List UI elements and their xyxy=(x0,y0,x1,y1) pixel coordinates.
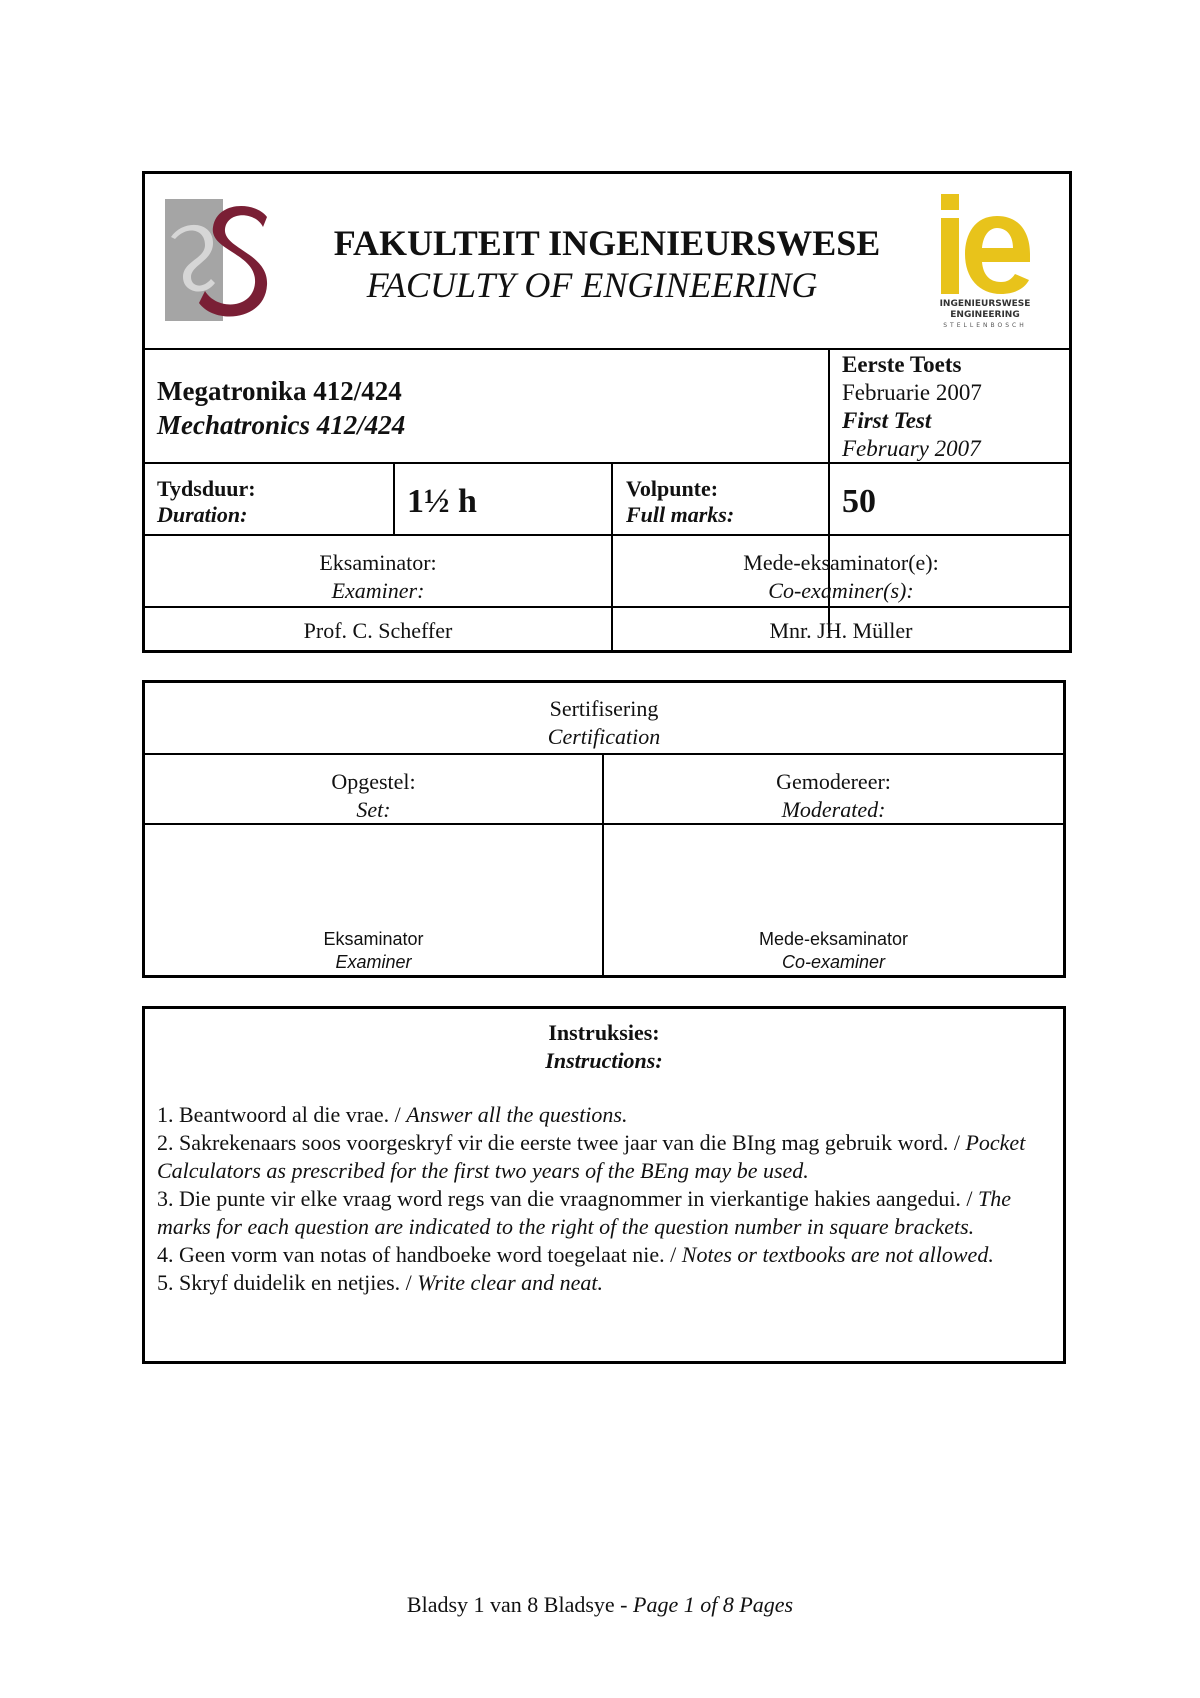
examiner-signature-field xyxy=(145,928,602,974)
moderated-label xyxy=(604,768,1063,824)
instruction-afrikaans: 5. Skryf duidelik en netjies. / xyxy=(157,1270,418,1295)
signature-examiner-english: Examiner xyxy=(335,952,412,972)
test-date-afrikaans: Februarie 2007 xyxy=(842,380,982,405)
exam-header-table xyxy=(142,171,1072,653)
divider xyxy=(611,462,613,534)
course-name-afrikaans: Megatronika 412/424 xyxy=(157,376,402,406)
coexaminer-signature-field xyxy=(604,928,1063,974)
instruction-english: Pocket Calculators as prescribed for the first two years of the BEng may be used. xyxy=(157,1130,1026,1183)
instructions-list xyxy=(157,1101,1052,1297)
signature-coexaminer-english: Co-examiner xyxy=(781,952,886,972)
duration-label-english: Duration: xyxy=(157,502,248,527)
instruction-afrikaans: 4. Geen vorm van notas of handboeke word toegelaat nie. / xyxy=(157,1242,682,1267)
instruction-english: The marks for each question are indicated to the right of the question number in square brackets. xyxy=(157,1186,1012,1239)
faculty-banner xyxy=(145,174,1069,349)
instructions-title-afrikaans: Instruksies: xyxy=(548,1020,660,1045)
footer-english: Page 1 of 8 Pages xyxy=(633,1592,794,1617)
instruction-afrikaans: 1. Beantwoord al die vrae. / xyxy=(157,1102,407,1127)
divider xyxy=(145,823,1063,825)
svg-text:STELLENBOSCH: STELLENBOSCH xyxy=(943,322,1027,329)
coexaminer-label xyxy=(613,549,1069,605)
instruction-item xyxy=(157,1185,1052,1241)
set-label-afrikaans: Opgestel: xyxy=(331,769,416,794)
duration-label xyxy=(157,476,256,528)
moderated-label-afrikaans: Gemodereer: xyxy=(776,769,891,794)
full-marks-label-english: Full marks: xyxy=(626,502,735,527)
coexaminer-label-afrikaans: Mede-eksaminator(e): xyxy=(743,550,939,575)
page-footer xyxy=(0,1592,1200,1618)
coexaminer-label-english: Co-examiner(s): xyxy=(768,578,914,603)
test-title-english: First Test xyxy=(842,408,932,433)
signature-examiner-afrikaans: Eksaminator xyxy=(323,929,424,949)
instruction-english: Write clear and neat. xyxy=(417,1270,604,1295)
certification-title-english: Certification xyxy=(547,724,661,749)
divider xyxy=(145,462,1069,464)
duration-label-afrikaans: Tydsduur: xyxy=(157,476,256,501)
divider xyxy=(145,348,1069,350)
signature-coexaminer-afrikaans: Mede-eksaminator xyxy=(758,929,909,949)
full-marks-value: 50 xyxy=(842,483,876,520)
divider xyxy=(145,606,1069,608)
moderated-label-english: Moderated: xyxy=(781,797,886,822)
footer-afrikaans: Bladsy 1 van 8 Bladsye - xyxy=(406,1592,633,1617)
instruction-afrikaans: 2. Sakrekenaars soos voorgeskryf vir die eerste twee jaar van die BIng mag gebruik word. / xyxy=(157,1130,966,1155)
full-marks-label-afrikaans: Volpunte: xyxy=(626,476,719,501)
certification-title xyxy=(145,695,1063,751)
examiner-label-english: Examiner: xyxy=(331,578,425,603)
set-label xyxy=(145,768,602,824)
set-label-english: Set: xyxy=(356,797,391,822)
examiner-name: Prof. C. Scheffer xyxy=(303,618,453,643)
divider xyxy=(145,753,1063,755)
course-name-english: Mechatronics 412/424 xyxy=(157,410,406,440)
faculty-title-english: FACULTY OF ENGINEERING xyxy=(366,265,818,305)
instruction-item xyxy=(157,1241,1052,1269)
certification-title-afrikaans: Sertifisering xyxy=(549,696,659,721)
examiner-label xyxy=(145,549,611,605)
test-title-afrikaans: Eerste Toets xyxy=(842,352,962,377)
duration-value: 1½ h xyxy=(407,483,477,520)
instructions-box xyxy=(142,1006,1066,1364)
instructions-title-english: Instructions: xyxy=(545,1048,663,1073)
instructions-title xyxy=(145,1019,1063,1075)
coexaminer-name: Mnr. JH. Müller xyxy=(769,618,913,643)
instruction-item xyxy=(157,1129,1052,1185)
ie-engineering-logo xyxy=(935,194,1035,329)
instruction-item xyxy=(157,1101,1052,1129)
divider xyxy=(393,462,395,534)
instruction-english: Answer all the questions. xyxy=(406,1102,628,1127)
instruction-item xyxy=(157,1269,1052,1297)
test-date-english: February 2007 xyxy=(842,436,981,461)
certification-table xyxy=(142,680,1066,978)
examiner-label-afrikaans: Eksaminator: xyxy=(319,550,437,575)
divider xyxy=(145,534,1069,536)
svg-text:INGENIEURSWESE: INGENIEURSWESE xyxy=(939,299,1031,309)
instruction-english: Notes or textbooks are not allowed. xyxy=(681,1242,994,1267)
faculty-title-afrikaans: FAKULTEIT INGENIEURSWESE xyxy=(333,223,881,263)
full-marks-label xyxy=(626,476,734,528)
instruction-afrikaans: 3. Die punte vir elke vraag word regs van die vraagnommer in vierkantige hakies aangedui. / xyxy=(157,1186,979,1211)
test-info xyxy=(842,351,982,463)
svg-text:ENGINEERING: ENGINEERING xyxy=(950,310,1020,320)
